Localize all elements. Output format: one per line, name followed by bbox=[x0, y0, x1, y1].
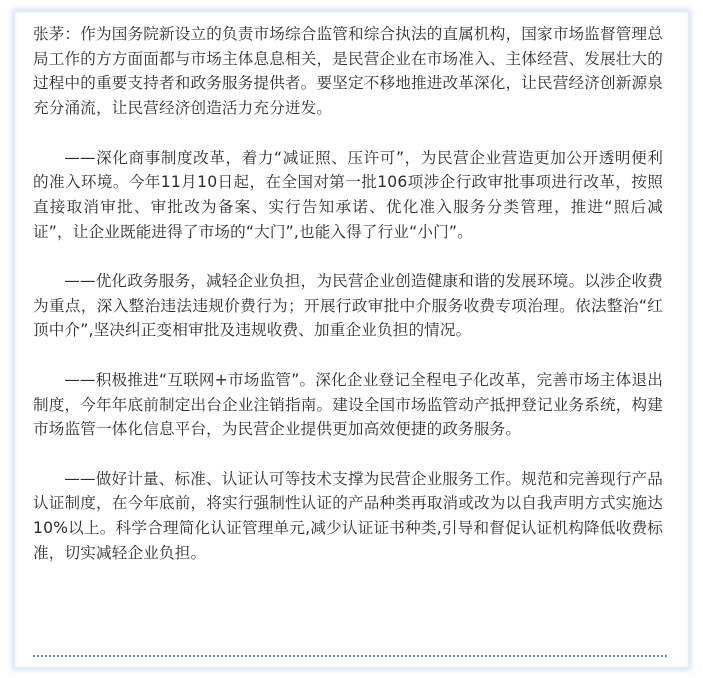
article-body bbox=[33, 22, 663, 565]
paragraph-technical-support: ——做好计量、标准、认证认可等技术支撑为民营企业服务工作。规范和完善现行产品认证制度，在今年底前，将实行强制性认证的产品种类再取消或改为以自我声明方式实施达10%以上。科学合理简化认证管理单元,减少认证证书种类,引导和督促认证机构降低收费标准，切实减轻企业负担。 bbox=[33, 469, 663, 562]
paragraph-intro: 张茅：作为国务院新设立的负责市场综合监管和综合执法的直属机构，国家市场监督管理总局工作的方方面面都与市场主体息息相关，是民营企业在市场准入、主体经营、发展壮大的过程中的重要支持者和政务服务提供者。要坚定不移地推进改革深化，让民营经济创新源泉充分涌流，让民营经济创造活力充分迸发。 bbox=[33, 25, 663, 118]
paragraph-internet-regulation: ——积极推进“互联网+市场监管”。深化企业登记全程电子化改革，完善市场主体退出制度，今年年底前制定出台企业注销指南。建设全国市场监管动产抵押登记业务系统，构建市场监管一体化信息平台，为民营企业提供更加高效便捷的政务服务。 bbox=[33, 370, 663, 439]
paragraph-business-reform: ——深化商事制度改革，着力“减证照、压许可”，为民营企业营造更加公开透明便利的准入环境。今年11月10日起，在全国对第一批106项涉企行政审批事项进行改革，按照直接取消审批、审批改为备案、实行告知承诺、优化准入服务分类管理，推进“照后减证”，让企业既能进得了市场的“大门”,也能入得了行业“小门”。 bbox=[33, 148, 663, 241]
dotted-divider bbox=[33, 655, 667, 657]
paragraph-government-services: ——优化政务服务，减轻企业负担，为民营企业创造健康和谐的发展环境。以涉企收费为重点，深入整治违法违规价费行为；开展行政审批中介服务收费专项治理。依法整治“红顶中介”,坚决纠正变相审批及违规收费、加重企业负担的情况。 bbox=[33, 272, 663, 340]
